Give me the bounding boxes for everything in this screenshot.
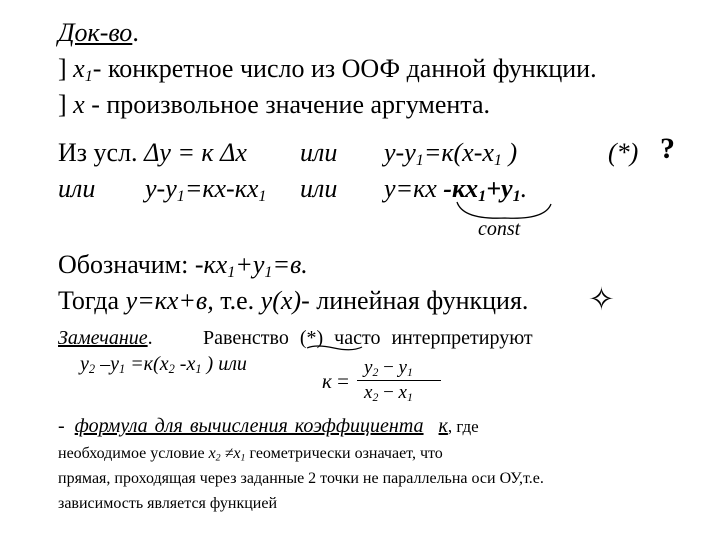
bracket-symbol: ] [58,90,74,119]
question-mark: ? [660,132,675,165]
remark-title: Замечание [58,327,148,349]
or-word: или [58,174,96,203]
formula-numerator: $y_2 - y_1$ [364,357,413,379]
remark-text: Равенство (*) часто интерпретируют [203,327,533,349]
slope-intercept-equation: y=кx $-кx_1+y_1$. [384,174,528,206]
proof-line-2-text: - произвольное значение аргумента. [84,90,490,119]
remark-title-line: Замечание. [58,327,153,349]
formula-k: к = [322,369,349,393]
formula-denominator: $x_2 - x_1$ [364,382,413,404]
footer-line-2: необходимое условие $x_2 \ne x_1$ геометрически означает, что [58,445,443,464]
expanded-equation: $y-y_1=кx-кx_1$ [145,174,267,206]
equation-tag: (*) [608,138,639,167]
fraction-bar [357,380,441,381]
conclusion-line: Тогда y=кx+в, т.е. y(x)- линейная функция. [58,286,529,315]
footer-line-3: прямая, проходящая через заданные 2 точки не параллельна оси ОУ,т.е. [58,470,544,487]
bracket-symbol: ] [58,54,74,83]
underline-mark-icon [306,342,364,354]
notation-line: Обозначим: $-кx_1+y_1=в$. [58,250,308,282]
condition-prefix: Из усл. Δy = к Δx [58,138,247,167]
proof-heading: Док-во [58,18,133,47]
point-slope-equation: $y-y_1=к(x-x_1$ ) [384,138,518,170]
coefficient-k: к [438,415,448,437]
proof-heading-line [58,18,139,48]
remark-equation: $y_2$ $-y_1 =к(x_2$ $-x_1$ ) или [80,353,247,377]
linear-equation: y=кx+в, [125,286,214,315]
var-x: x [73,90,85,119]
proof-line-2 [58,90,490,120]
function-notation: y(x) [260,286,302,315]
formula-caption: формула для вычисления коэффициента [74,415,424,437]
var-x: x [73,54,85,83]
or-word: или [300,138,338,167]
slope-formula [318,357,456,405]
notation-expression: $-кx_1+y_1=в$. [194,250,308,282]
proof-line-1 [58,54,597,84]
footer-line-4: зависимость является функцией [58,495,278,512]
intercept-term: $-кx_1+y_1$ [443,174,521,206]
footer-line-1: - формула для вычисления коэффициента к, где [58,415,479,437]
proof-line-1-text: - конкретное число из ООФ данной функции. [92,54,597,83]
or-word: или [300,174,338,203]
proof-heading-dot: . [132,18,139,47]
const-label: const [478,218,521,240]
delta-expression: Δy = к Δx [144,138,247,167]
sparkle-icon: ✧ [588,281,615,317]
subscript: 1 [84,68,93,86]
